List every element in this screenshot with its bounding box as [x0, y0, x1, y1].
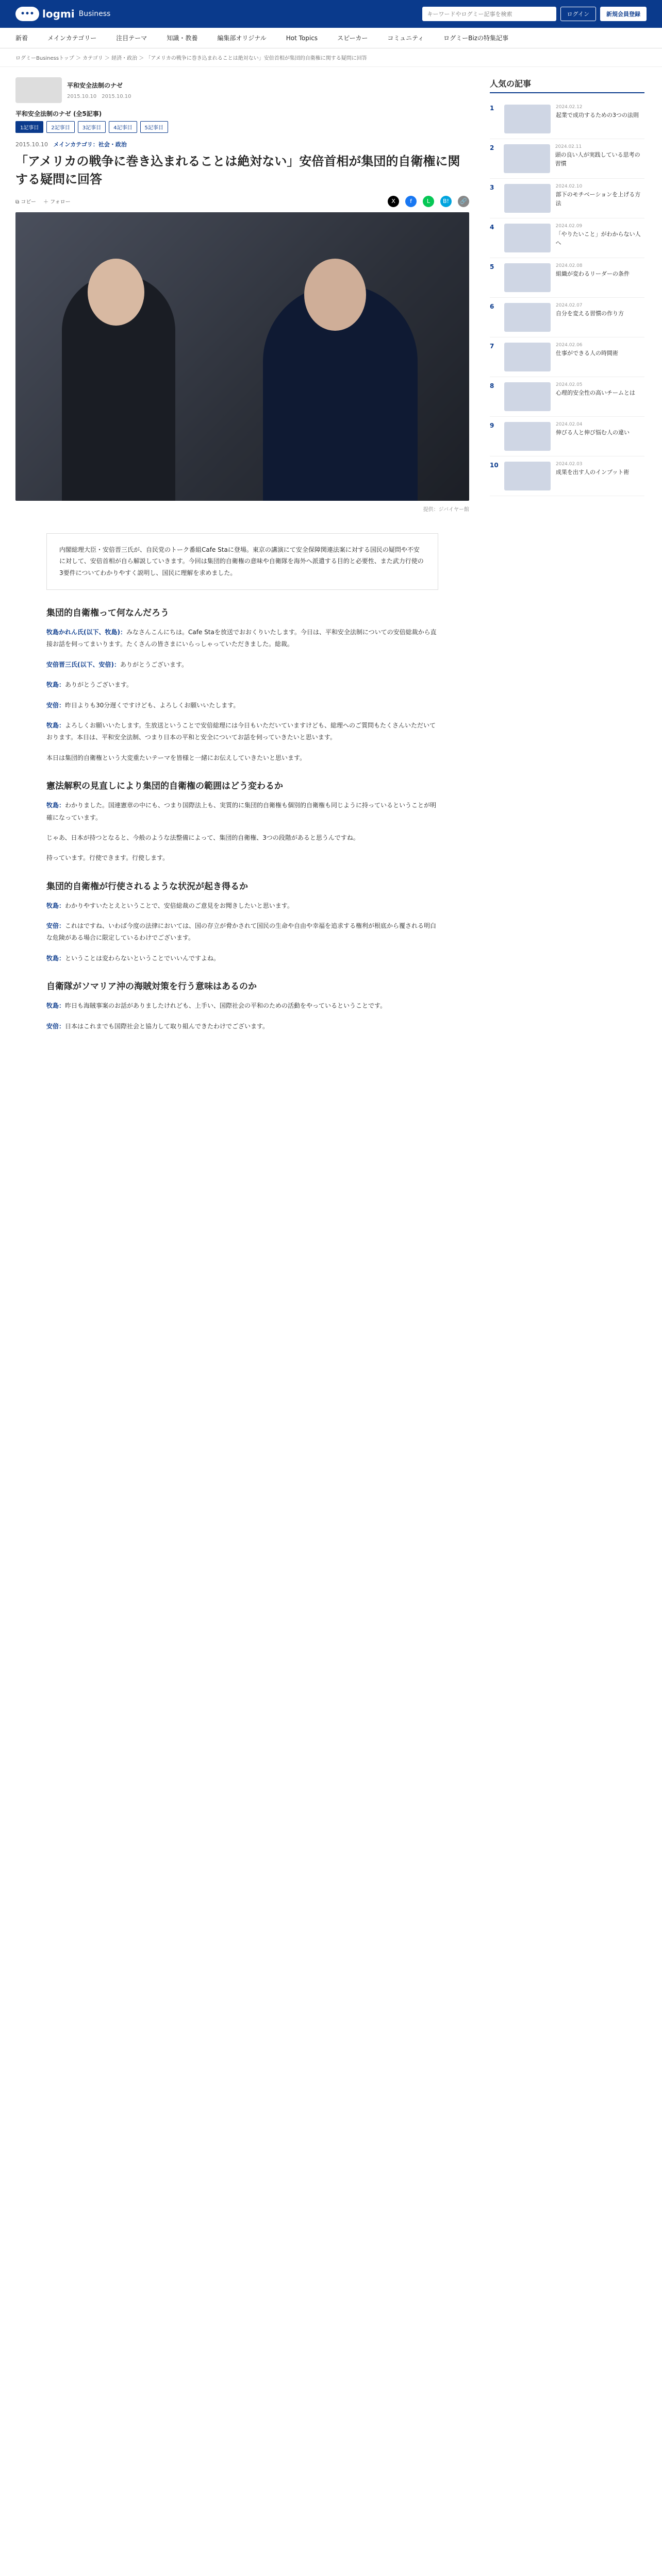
- sidebar: [490, 77, 644, 1041]
- rank-number: 4: [490, 224, 494, 231]
- ranking-thumbnail: [504, 144, 550, 173]
- ranking-title: 成果を出す人のインプット術: [556, 469, 630, 476]
- ranking-thumbnail: [504, 105, 551, 133]
- ranking-date: 2024.02.04: [556, 422, 583, 427]
- ranking-title: 心理的安全性の高いチームとは: [556, 389, 635, 396]
- speaker-name: 安倍：: [46, 922, 65, 930]
- nav-item[interactable]: コミュニティ: [387, 35, 424, 42]
- ranking-thumbnail: [504, 303, 551, 332]
- ranking-date: 2024.02.11: [555, 144, 582, 149]
- series-meta: 2015.10.10 2015.10.10: [67, 94, 131, 99]
- hero-image: [15, 212, 469, 501]
- nav-item[interactable]: 新着: [15, 35, 28, 42]
- follow-label: フォロー: [50, 199, 71, 206]
- ranking-item[interactable]: [490, 337, 644, 377]
- breadcrumb[interactable]: ログミーBusinessトップ ＞ カテゴリ ＞ 経済・政治 ＞ 「アメリカの戦争に巻き込まれることは絶対ない」安倍首相が集団的自衛権に関する疑問に回答: [0, 48, 662, 67]
- ranking-title: 「やりたいこと」がわからない人へ: [555, 231, 641, 246]
- logo-sub: Business: [78, 10, 111, 18]
- x-share-icon[interactable]: X: [388, 196, 399, 207]
- article-paragraph: 安倍晋三氏(以下、安倍)：ありがとうございます。: [46, 660, 188, 668]
- sidebar-title: 人気の記事: [490, 77, 644, 93]
- follow-button[interactable]: ＋ フォロー: [43, 199, 71, 206]
- section-heading: 集団的自衛権が行使されるような状況が起き得るか: [46, 881, 248, 892]
- article-paragraph: じゃあ、日本が持つとなると、今般のような法整備によって、集団的自衛権、3つの段階があると思うんですね。: [46, 834, 359, 841]
- ranking-thumbnail: [504, 382, 551, 411]
- nav-item[interactable]: スピーカー: [337, 35, 368, 42]
- ranking-title: 伸びる人と伸び悩む人の違い: [556, 429, 630, 436]
- article-paragraph: 牧島：わかりやすいたとえということで、安倍総裁のご意見をお聞きしたいと思います。: [46, 902, 293, 909]
- link-share-icon[interactable]: 🔗: [458, 196, 469, 207]
- article-meta: [15, 140, 469, 148]
- hatena-share-icon[interactable]: B!: [440, 196, 452, 207]
- rank-number: 1: [490, 105, 494, 112]
- series-tag[interactable]: 2記事目: [46, 121, 74, 133]
- main-nav: [0, 28, 662, 48]
- speaker-name: 牧島：: [46, 721, 65, 729]
- ranking-item[interactable]: [490, 179, 644, 218]
- speaker-name: 安倍：: [46, 1022, 65, 1030]
- rank-number: 6: [490, 303, 494, 310]
- article-paragraph: 本日は集団的自衛権という大変重たいテーマを皆様と一緒にお伝えしていきたいと思います。: [46, 754, 306, 761]
- article-main: [15, 77, 469, 1041]
- nav-item[interactable]: 注目テーマ: [116, 35, 147, 42]
- rank-number: 10: [490, 462, 499, 469]
- rank-number: 2: [490, 144, 494, 151]
- article-paragraph: 安倍：日本はこれまでも国際社会と協力して取り組んできたわけでございます。: [46, 1022, 269, 1030]
- series-box[interactable]: [15, 77, 469, 103]
- article-paragraph: 牧島：ありがとうございます。: [46, 681, 133, 689]
- article-date: 2015.10.10: [15, 141, 48, 148]
- ranking-date: 2024.02.07: [556, 303, 583, 308]
- rank-number: 9: [490, 422, 494, 429]
- ranking-item[interactable]: [490, 377, 644, 417]
- speaker-name: 安倍：: [46, 701, 65, 709]
- speaker-name: 牧島：: [46, 802, 65, 809]
- ranking-list: [490, 99, 644, 496]
- speaker-name: 牧島：: [46, 1002, 65, 1010]
- ranking-item[interactable]: [490, 139, 644, 179]
- ranking-thumbnail: [504, 462, 551, 490]
- article-paragraph: 安倍：これはですね、いわば今度の法律においては、国の存立が脅かされて国民の生命や自由や幸福を追求する権利が根底から覆される明白な危険がある場合に限定しているわけでございます。: [46, 922, 437, 942]
- ranking-item[interactable]: [490, 456, 644, 496]
- copy-button[interactable]: ⧉ コピー: [15, 199, 36, 206]
- section-heading: 集団的自衛権って何なんだろう: [46, 607, 169, 618]
- rank-number: 7: [490, 343, 494, 350]
- ranking-title: 組織が変わるリーダーの条件: [556, 270, 630, 277]
- site-header: [0, 0, 662, 28]
- share-buttons: [388, 196, 469, 207]
- image-caption: 提供：ジバイヤー館: [423, 506, 469, 513]
- person-right-face: [304, 259, 366, 331]
- article-paragraph: 持っています。行使できます。行使します。: [46, 854, 169, 862]
- ranking-title: 仕事ができる人の時間術: [556, 350, 618, 357]
- nav-item[interactable]: ログミーBizの特集記事: [443, 35, 509, 42]
- ranking-title: 自分を変える習慣の作り方: [556, 310, 624, 317]
- ranking-thumbnail: [504, 224, 551, 252]
- ranking-date: 2024.02.09: [555, 224, 583, 229]
- series-tag[interactable]: 3記事目: [78, 121, 106, 133]
- line-share-icon[interactable]: L: [423, 196, 434, 207]
- rank-number: 5: [490, 263, 494, 270]
- article-paragraph: 牧島：ということは変わらないということでいいんですよね。: [46, 954, 220, 962]
- series-title: 平和安全法制のナゼ: [67, 82, 123, 89]
- ranking-item[interactable]: [490, 298, 644, 337]
- article-paragraph: 牧島：よろしくお願いいたします。生放送ということで安倍総理には今日もいただいていますけども、総理へのご質問もたくさんいただいております。本日は、平和安全法制、つまり日本の平和と安全についてお話を伺っていきたいと思います。: [46, 721, 436, 741]
- speaker-name: 安倍晋三氏(以下、安倍)：: [46, 660, 120, 668]
- series-tag[interactable]: 4記事目: [109, 121, 137, 133]
- series-tag[interactable]: 1記事目: [15, 121, 43, 133]
- facebook-share-icon[interactable]: f: [405, 196, 417, 207]
- series-thumbnail: [15, 77, 62, 103]
- ranking-item[interactable]: [490, 258, 644, 298]
- series-name: 平和安全法制のナゼ (全5記事): [15, 110, 102, 117]
- ranking-date: 2024.02.03: [556, 462, 583, 467]
- ranking-title: 起業で成功するための3つの法則: [556, 112, 639, 118]
- article-paragraph: 安倍：昨日よりも30分遅くですけども、よろしくお願いいたします。: [46, 701, 240, 709]
- article-paragraph: 牧島：昨日も海賊事案のお話がありましたけれども、上手い、国際社会の平和のための活動をやっているということです。: [46, 1002, 387, 1010]
- ranking-date: 2024.02.10: [555, 184, 583, 189]
- nav-item[interactable]: メインカテゴリー: [47, 35, 97, 42]
- series-tags: [15, 121, 469, 133]
- ranking-date: 2024.02.06: [556, 343, 583, 348]
- ranking-thumbnail: [504, 184, 551, 213]
- search-input[interactable]: [422, 7, 556, 21]
- signup-button[interactable]: 新規会員登録: [600, 7, 647, 21]
- article-paragraph: 牧島：わかりました。国連憲章の中にも、つまり国際法上も、実質的に集団的自衛権も個別的自衛権も同じように持っているということが明確になっています。: [46, 802, 437, 821]
- rank-number: 3: [490, 184, 494, 191]
- section-heading: 憲法解釈の見直しにより集団的自衛権の範囲はどう変わるか: [46, 781, 283, 792]
- ranking-thumbnail: [504, 263, 551, 292]
- logo-mark-icon: •••: [15, 7, 39, 21]
- site-logo[interactable]: [15, 7, 110, 21]
- logo-text: logmi: [42, 8, 75, 20]
- ranking-title: 頭の良い人が実践している思考の習慣: [555, 151, 640, 167]
- login-button[interactable]: ログイン: [560, 7, 596, 21]
- ranking-thumbnail: [504, 422, 551, 451]
- nav-item[interactable]: 編集部オリジナル: [217, 35, 267, 42]
- speaker-name: 牧島：: [46, 954, 65, 962]
- ranking-title: 部下のモチベーションを上げる方法: [555, 191, 641, 207]
- ranking-date: 2024.02.08: [556, 263, 583, 268]
- nav-item[interactable]: Hot Topics: [286, 34, 318, 42]
- ranking-date: 2024.02.05: [556, 382, 583, 387]
- ranking-thumbnail: [504, 343, 551, 371]
- speaker-name: 牧島かれん氏(以下、牧島)：: [46, 628, 126, 636]
- rank-number: 8: [490, 382, 494, 389]
- header-search: [422, 7, 647, 21]
- ranking-date: 2024.02.12: [556, 105, 583, 110]
- article-body: [46, 605, 438, 1032]
- ranking-item[interactable]: [490, 417, 644, 456]
- speaker-name: 牧島：: [46, 681, 65, 689]
- copy-label: コピー: [21, 199, 36, 206]
- nav-item[interactable]: 知識・教養: [167, 35, 198, 42]
- article-lead: 内閣総理大臣・安倍晋三氏が、自民党のトーク番組Cafe Staに登場。東京の講演にて安全保障関連法案に対する国民の疑問や不安に対して、安倍首相が自ら解説していきます。今回は集団的自衛権の意味や自衛隊を海外へ派遣する目的と必要性、また武力行使の3要件についてわかりやすく説明し、国民に理解を求めました。: [46, 533, 438, 590]
- ranking-item[interactable]: [490, 218, 644, 258]
- section-heading: 自衛隊がソマリア沖の海賊対策を行う意味はあるのか: [46, 981, 257, 992]
- article-title: 「アメリカの戦争に巻き込まれることは絶対ない」安倍首相が集団的自衛権に関する疑問に回答: [15, 154, 460, 187]
- ranking-item[interactable]: [490, 99, 644, 139]
- article-category[interactable]: メインカテゴリ：社会・政治: [53, 141, 127, 148]
- article-paragraph: 牧島かれん氏(以下、牧島)：みなさんこんにちは。Cafe Staを放送でおおくりいたします。今日は、平和安全法制についての安倍総裁から直接お話を伺ってまいります。たくさんの皆さまにいらっしゃっていただきました。総裁。: [46, 628, 437, 648]
- series-tag[interactable]: 5記事目: [140, 121, 168, 133]
- article-actions: [15, 196, 469, 207]
- speaker-name: 牧島：: [46, 902, 65, 909]
- person-left-face: [88, 259, 144, 326]
